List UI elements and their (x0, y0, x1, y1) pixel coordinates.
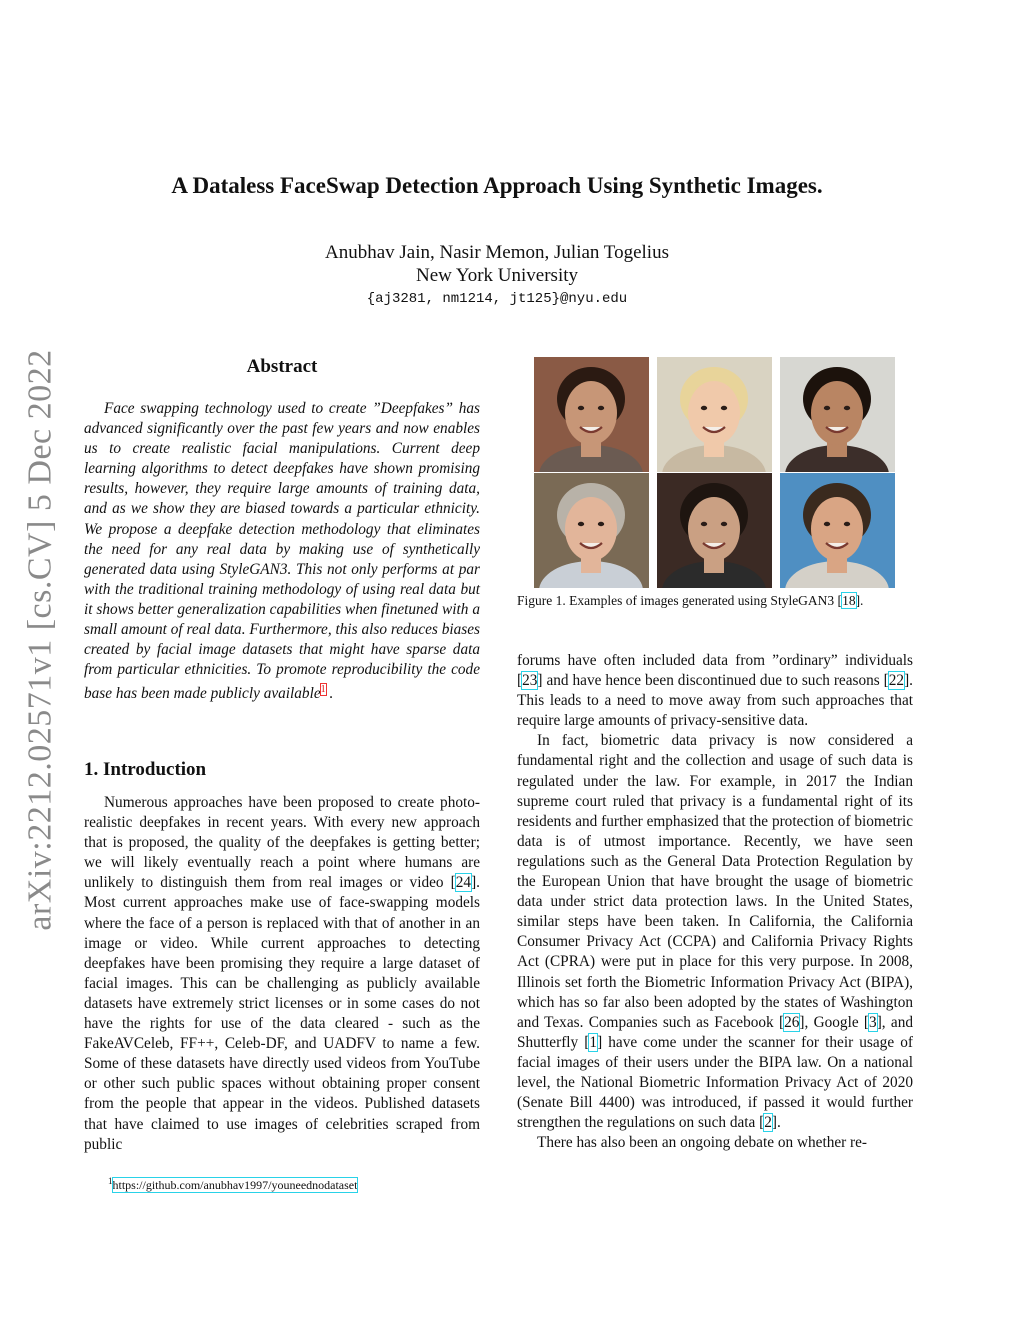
abstract-heading: Abstract (246, 356, 318, 377)
citation-link-26[interactable]: 26 (784, 1013, 800, 1031)
face-man-smiling (780, 473, 895, 588)
right-text-d: In fact, biometric data privacy is now considered a fundamental right and the collection and usage of such data is regulated under the law. For example, in 2017 the Indian supreme court ruled that privacy is a fundamental right of its residents and further emphasized that the protection of biometric data is of utmost importance. Recently, we have seen regulations such as the General Data Protection Regulation by the European Union that have brought the usage of biometric data under strict data protection laws. In the United States, similar steps have been taken. In California, the California Consumer Privacy Act (CCPA) and California Privacy Rights Act (CPRA) were put in place for this very purpose. In 2008, Illinois set forth the Biometric Information Privacy Act (BIPA), which has so far also been adopted by the states of Washington and Texas. Companies such as Facebook [ (517, 732, 913, 1031)
right-text-e: ], Google [ (799, 1013, 870, 1031)
portrait-right-eye (721, 406, 727, 410)
portrait-face (688, 497, 740, 561)
portrait-right-eye (844, 406, 850, 410)
figure-caption (517, 593, 917, 609)
right-text-h: ]. (771, 1114, 781, 1132)
face-woman-smiling (657, 473, 772, 588)
portrait-face (811, 497, 863, 561)
portrait-face (811, 381, 863, 445)
arxiv-identifier-stamp (12, 350, 70, 930)
right-column-body (517, 651, 913, 1153)
portrait-left-eye (578, 522, 584, 526)
portrait-right-eye (598, 522, 604, 526)
arxiv-stamp-text: arXiv:2212.02571v1 [cs.CV] 5 Dec 2022 (22, 349, 60, 931)
citation-link-18[interactable]: 18 (842, 593, 856, 608)
citation-link-1[interactable]: 1 (589, 1033, 598, 1051)
footnote-url-link[interactable]: https://github.com/anubhav1997/youneednodataset (112, 1178, 358, 1192)
citation-link-24[interactable]: 24 (455, 874, 472, 892)
face-young-man-dark-hair-image (534, 357, 649, 472)
citation-link-23[interactable]: 23 (522, 672, 538, 690)
citation-link-2[interactable]: 2 (764, 1114, 772, 1132)
abstract-end: . (329, 685, 334, 703)
intro-text-b: ]. Most current approaches make use of face-swapping models where the face of a person is replaced with that of another in an image or video. While current approaches to detecting deepfakes have been promising they require a large dataset of facial images. This can be challenging as publicly available datasets have extremely strict licenses or in some cases do not have the rights for use of the data cleared - such as the FakeAVCeleb, FF++, Celeb-DF, and UADFV to name a few. Some of these datasets have directly used videos from YouTube or other such public spaces without obtaining proper consent from the people that appear in the videos. Published datasets that have claimed to use images of celebrities scraped from public (84, 874, 480, 1153)
portrait-face (688, 381, 740, 445)
abstract-body (84, 399, 480, 705)
face-man-smiling-image (780, 473, 895, 588)
footnote (108, 1176, 357, 1193)
portrait-left-eye (701, 522, 707, 526)
figure-face-grid (534, 357, 896, 588)
portrait-right-eye (598, 406, 604, 410)
face-blonde-girl-image (657, 357, 772, 472)
portrait-left-eye (578, 406, 584, 410)
introduction-body (84, 793, 480, 1155)
right-text-b: ] and have hence been discontinued due to such reasons [ (537, 672, 889, 690)
author-emails: {aj3281, nm1214, jt125}@nyu.edu (366, 291, 628, 307)
face-woman-dark-hair (780, 357, 895, 472)
face-man-gray-hair-image (534, 473, 649, 588)
figure-caption-end: ]. (855, 593, 864, 608)
abstract-text: Face swapping technology used to create ”Deepfakes” has advanced significantly over the past few years and now enables us to create realistic facial manipulations. Current deep learning algorithms to detect deepfakes have shown promising results, however, they require large amounts of training data, and as we show they are biased towards a particular ethnicity. We propose a deepfake detection methodology that eliminates the need for any real data by making use of synthetically generated data using StyleGAN3. This not only performs at par with the traditional training methodology of using real data but it shows better generalization capabilities when finetuned with a small amount of real data. Furthermore, this also reduces biases created by facial image datasets that might have sparse data from particular ethnicities. To promote reproducibility the code base has been made publicly available (84, 400, 480, 703)
footnote-mark: 1 (108, 1176, 113, 1186)
section-heading-introduction: 1. Introduction (84, 759, 207, 780)
intro-text-a: Numerous approaches have been proposed to create photo-realistic deepfakes in recent years. With every new approach that is proposed, the quality of the deepfakes is getting better; we will likely eventually reach a point where humans are unlikely to distinguish them from real images or video [ (84, 794, 480, 892)
right-text-a: forums have often included data from ”ordinary” individuals [ (517, 652, 913, 690)
author-names: Anubhav Jain, Nasir Memon, Julian Togelius (325, 242, 669, 263)
author-affiliation: New York University (415, 265, 579, 286)
portrait-face (565, 381, 617, 445)
face-blonde-girl (657, 357, 772, 472)
right-text-f: ], and Shutterfly [ (517, 1013, 913, 1051)
portrait-left-eye (701, 406, 707, 410)
face-man-gray-hair (534, 473, 649, 588)
figure-caption-text: Figure 1. Examples of images generated using StyleGAN3 [ (517, 593, 843, 608)
footnote-link-1[interactable]: 1 (320, 684, 326, 696)
face-woman-dark-hair-image (780, 357, 895, 472)
paper-title: A Dataless FaceSwap Detection Approach Using Synthetic Images. (171, 173, 823, 198)
citation-link-22[interactable]: 22 (888, 672, 905, 690)
face-woman-smiling-image (657, 473, 772, 588)
citation-link-3[interactable]: 3 (869, 1013, 877, 1031)
portrait-right-eye (721, 522, 727, 526)
portrait-left-eye (824, 522, 830, 526)
portrait-face (565, 497, 617, 561)
right-text-g: ] have come under the scanner for their usage of facial images of their users under the BIPA law. On a national level, the National Biometric Information Privacy Act of 2020 (Senate Bill 4400) was introduced, if passed it would further strengthen the regulations on such data [ (517, 1033, 913, 1132)
author-block (80, 241, 914, 311)
face-young-man-dark-hair (534, 357, 649, 472)
right-text-c: ]. This leads to a need to move away from such approaches that require large amounts of privacy-sensitive data. (517, 672, 913, 730)
portrait-left-eye (824, 406, 830, 410)
right-text-i: There has also been an ongoing debate on whether re- (537, 1134, 868, 1152)
portrait-right-eye (844, 522, 850, 526)
